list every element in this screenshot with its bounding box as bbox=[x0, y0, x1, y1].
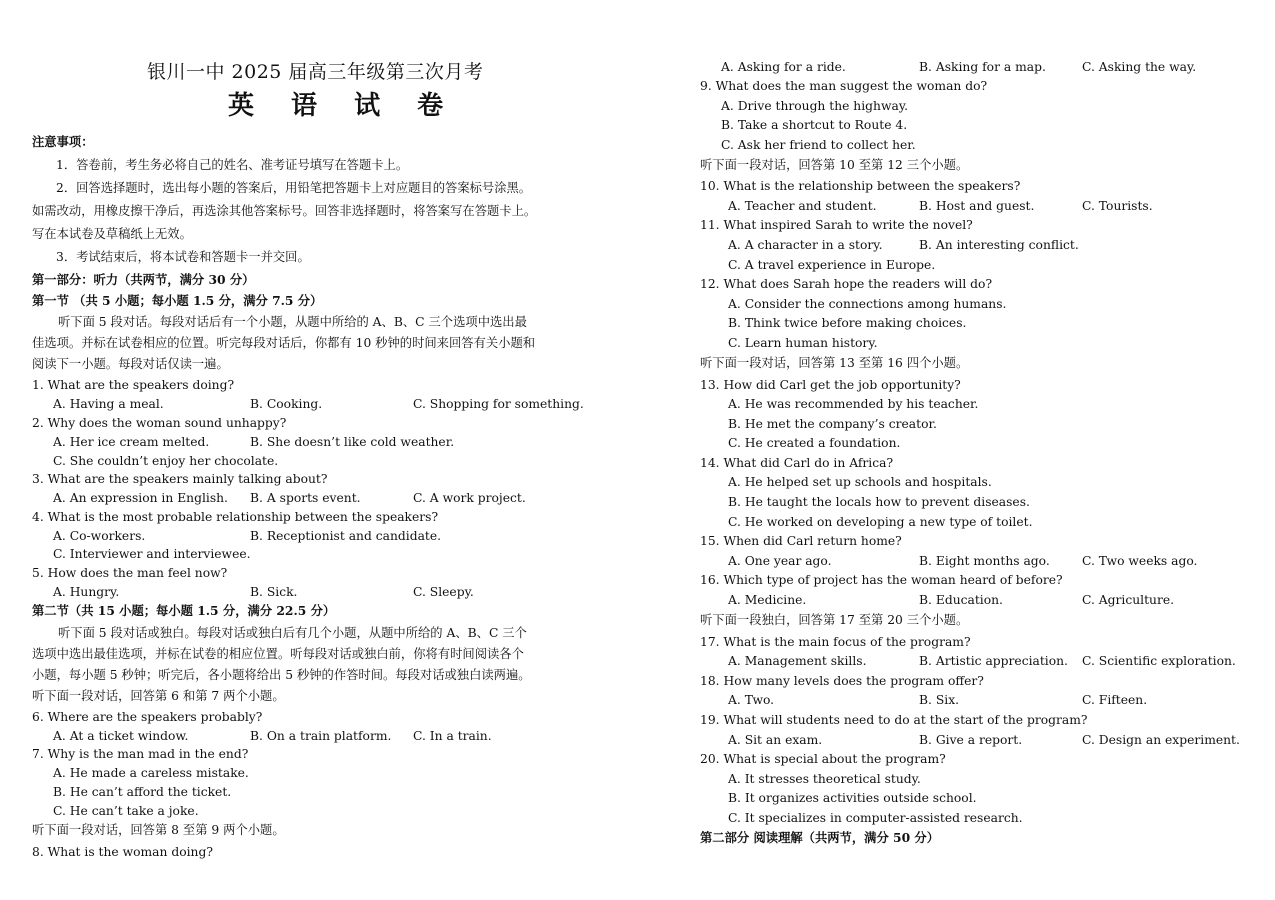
option-b: B. An interesting conflict. bbox=[919, 238, 1079, 252]
option-c: C. In a train. bbox=[413, 729, 492, 743]
option-c: C. He created a foundation. bbox=[728, 436, 901, 450]
question-stem: 12. What does Sarah hope the readers will do? bbox=[700, 277, 993, 291]
section1-instructions: 阅读下一小题。每段对话仅读一遍。 bbox=[32, 357, 229, 371]
option-b: B. He can’t afford the ticket. bbox=[53, 785, 232, 799]
option-b: B. It organizes activities outside school. bbox=[728, 791, 977, 805]
school-title: 银川一中 2025 届高三年级第三次月考 bbox=[147, 61, 484, 83]
option-c: C. Interviewer and interviewee. bbox=[53, 547, 251, 561]
dialogue-lead: 听下面一段对话，回答第 6 和第 7 两个小题。 bbox=[32, 689, 285, 703]
option-c: C. It specializes in computer-assisted research. bbox=[728, 811, 1023, 825]
option-c: C. Two weeks ago. bbox=[1082, 554, 1198, 568]
section1-instructions: 听下面 5 段对话。每段对话后有一个小题，从题中所给的 A、B、C 三个选项中选出最 bbox=[58, 315, 527, 329]
option-b: B. Host and guest. bbox=[919, 199, 1035, 213]
option-a: A. An expression in English. bbox=[53, 491, 228, 505]
option-a: A. One year ago. bbox=[728, 554, 832, 568]
question-stem: 20. What is special about the program? bbox=[700, 752, 946, 766]
note-2c: 写在本试卷及草稿纸上无效。 bbox=[32, 227, 192, 241]
option-a: A. It stresses theoretical study. bbox=[728, 772, 921, 786]
question-stem: 13. How did Carl get the job opportunity? bbox=[700, 378, 961, 392]
paper-title: 英 语 试 卷 bbox=[228, 91, 458, 121]
option-b: B. Eight months ago. bbox=[919, 554, 1050, 568]
option-a: A. Medicine. bbox=[728, 593, 807, 607]
part2-heading: 第二部分 阅读理解（共两节，满分 50 分） bbox=[700, 830, 940, 845]
option-b: B. Sick. bbox=[250, 585, 298, 599]
option-b: B. Asking for a map. bbox=[919, 60, 1046, 74]
question-stem: 15. When did Carl return home? bbox=[700, 534, 902, 548]
note-3: 3．考试结束后，将本试卷和答题卡一并交回。 bbox=[56, 250, 310, 264]
option-a: A. A character in a story. bbox=[728, 238, 883, 252]
question-stem: 9. What does the man suggest the woman do? bbox=[700, 79, 988, 93]
note-2a: 2．回答选择题时，选出每小题的答案后，用铅笔把答题卡上对应题目的答案标号涂黑。 bbox=[56, 181, 532, 195]
part1-heading: 第一部分：听力（共两节，满分 30 分） bbox=[32, 272, 255, 287]
question-stem: 3. What are the speakers mainly talking about? bbox=[32, 472, 328, 486]
question-stem: 19. What will students need to do at the start of the program? bbox=[700, 713, 1088, 727]
question-stem: 4. What is the most probable relationship between the speakers? bbox=[32, 510, 439, 524]
option-a: A. Drive through the highway. bbox=[721, 99, 909, 113]
option-a: A. Her ice cream melted. bbox=[53, 435, 210, 449]
option-a: A. Having a meal. bbox=[53, 397, 164, 411]
option-a: A. Sit an exam. bbox=[728, 733, 823, 747]
option-c: C. Fifteen. bbox=[1082, 693, 1148, 707]
question-stem: 7. Why is the man mad in the end? bbox=[32, 747, 249, 761]
option-c: C. Sleepy. bbox=[413, 585, 474, 599]
option-a: A. He made a careless mistake. bbox=[53, 766, 249, 780]
question-stem: 1. What are the speakers doing? bbox=[32, 378, 235, 392]
section2-heading: 第二节（共 15 小题；每小题 1.5 分，满分 22.5 分） bbox=[32, 603, 336, 618]
question-stem: 18. How many levels does the program offer? bbox=[700, 674, 984, 688]
option-c: C. He worked on developing a new type of toilet. bbox=[728, 515, 1033, 529]
option-b: B. He taught the locals how to prevent diseases. bbox=[728, 495, 1030, 509]
section2-instructions: 小题，每小题 5 秒钟；听完后，各小题将给出 5 秒钟的作答时间。每段对话或独白读两遍。 bbox=[32, 668, 531, 682]
note-1: 1．答卷前，考生务必将自己的姓名、准考证号填写在答题卡上。 bbox=[56, 158, 409, 172]
notes-heading: 注意事项： bbox=[32, 134, 94, 149]
option-c: C. Scientific exploration. bbox=[1082, 654, 1236, 668]
option-a: A. Co-workers. bbox=[53, 529, 146, 543]
question-stem: 16. Which type of project has the woman heard of before? bbox=[700, 573, 1063, 587]
option-c: C. Ask her friend to collect her. bbox=[721, 138, 916, 152]
option-c: C. A travel experience in Europe. bbox=[728, 258, 936, 272]
question-stem: 17. What is the main focus of the program? bbox=[700, 635, 971, 649]
option-b: B. She doesn’t like cold weather. bbox=[250, 435, 455, 449]
option-b: B. He met the company’s creator. bbox=[728, 417, 937, 431]
option-b: B. Six. bbox=[919, 693, 960, 707]
option-c: C. Agriculture. bbox=[1082, 593, 1175, 607]
option-a: A. Consider the connections among humans. bbox=[728, 297, 1007, 311]
option-b: B. Give a report. bbox=[919, 733, 1023, 747]
option-b: B. Receptionist and candidate. bbox=[250, 529, 442, 543]
option-a: A. Teacher and student. bbox=[728, 199, 877, 213]
option-b: B. Cooking. bbox=[250, 397, 323, 411]
option-a: A. Two. bbox=[728, 693, 775, 707]
option-c: C. A work project. bbox=[413, 491, 526, 505]
option-b: B. Education. bbox=[919, 593, 1003, 607]
option-c: C. Tourists. bbox=[1082, 199, 1153, 213]
question-stem: 8. What is the woman doing? bbox=[32, 845, 213, 859]
option-a: A. He was recommended by his teacher. bbox=[728, 397, 979, 411]
section2-instructions: 选项中选出最佳选项，并标在试卷的相应位置。听每段对话或独白前，你将有时间阅读各个 bbox=[32, 647, 524, 661]
question-stem: 6. Where are the speakers probably? bbox=[32, 710, 263, 724]
option-a: A. Asking for a ride. bbox=[721, 60, 846, 74]
option-b: B. Take a shortcut to Route 4. bbox=[721, 118, 908, 132]
option-c: C. Asking the way. bbox=[1082, 60, 1197, 74]
section1-instructions: 佳选项。并标在试卷相应的位置。听完每段对话后，你都有 10 秒钟的时间来回答有关小题和 bbox=[32, 336, 536, 350]
option-a: A. Management skills. bbox=[728, 654, 867, 668]
option-c: C. Learn human history. bbox=[728, 336, 878, 350]
question-stem: 11. What inspired Sarah to write the novel? bbox=[700, 218, 973, 232]
option-c: C. Shopping for something. bbox=[413, 397, 584, 411]
option-a: A. He helped set up schools and hospitals. bbox=[728, 475, 992, 489]
option-b: B. On a train platform. bbox=[250, 729, 392, 743]
option-c: C. He can’t take a joke. bbox=[53, 804, 199, 818]
option-a: A. At a ticket window. bbox=[53, 729, 189, 743]
question-stem: 2. Why does the woman sound unhappy? bbox=[32, 416, 287, 430]
question-stem: 14. What did Carl do in Africa? bbox=[700, 456, 894, 470]
question-stem: 10. What is the relationship between the speakers? bbox=[700, 179, 1021, 193]
section2-instructions: 听下面 5 段对话或独白。每段对话或独白后有几个小题，从题中所给的 A、B、C 三个 bbox=[58, 626, 527, 640]
dialogue-lead: 听下面一段对话，回答第 13 至第 16 四个小题。 bbox=[700, 356, 969, 370]
dialogue-lead: 听下面一段独白，回答第 17 至第 20 三个小题。 bbox=[700, 613, 969, 627]
option-b: B. A sports event. bbox=[250, 491, 361, 505]
section1-heading: 第一节 （共 5 小题；每小题 1.5 分，满分 7.5 分） bbox=[32, 293, 323, 308]
dialogue-lead: 听下面一段对话，回答第 8 至第 9 两个小题。 bbox=[32, 823, 285, 837]
note-2b: 如需改动，用橡皮擦干净后，再选涂其他答案标号。回答非选择题时，将答案写在答题卡上。 bbox=[32, 204, 537, 218]
question-stem: 5. How does the man feel now? bbox=[32, 566, 228, 580]
option-c: C. She couldn’t enjoy her chocolate. bbox=[53, 454, 279, 468]
option-b: B. Artistic appreciation. bbox=[919, 654, 1068, 668]
option-b: B. Think twice before making choices. bbox=[728, 316, 967, 330]
option-a: A. Hungry. bbox=[53, 585, 120, 599]
option-c: C. Design an experiment. bbox=[1082, 733, 1240, 747]
dialogue-lead: 听下面一段对话，回答第 10 至第 12 三个小题。 bbox=[700, 158, 969, 172]
